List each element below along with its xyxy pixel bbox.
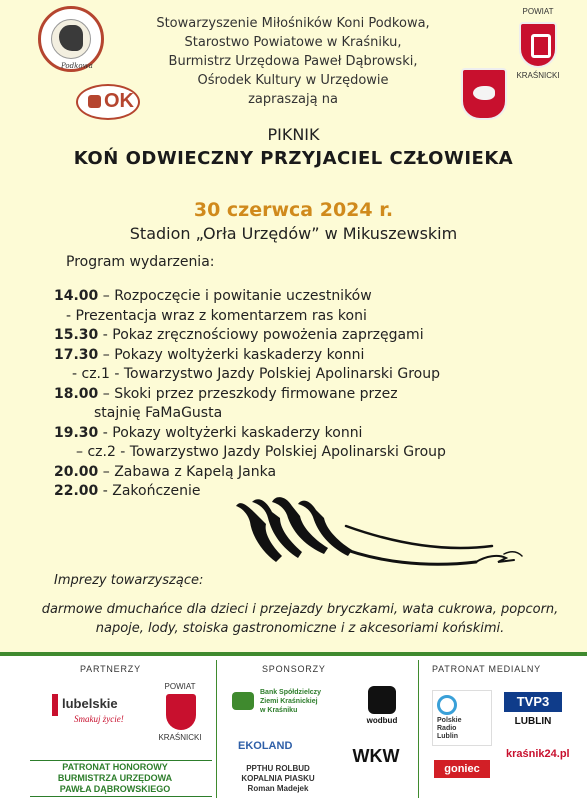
organizer-line: zapraszają na: [248, 92, 338, 107]
lubelskie-slogan: Smakuj życie!: [74, 714, 124, 724]
program-item: [54, 385, 574, 405]
program-text: - Prezentacja wraz z komentarzem ras koni: [66, 307, 367, 324]
wodbud-logo: [362, 686, 402, 730]
event-kicker: PIKNIK: [267, 125, 320, 144]
program-item: [54, 443, 574, 463]
patronat-line: BURMISTRZA URZĘDOWA: [57, 773, 173, 783]
program-time: 18.00: [54, 385, 99, 402]
crest-top-label: POWIAT: [522, 7, 554, 16]
organizer-line: Burmistrz Urzędowa Paweł Dąbrowski,: [168, 54, 418, 69]
bank-line: Bank Spółdzielczy: [260, 689, 322, 696]
powiat-crest-icon: [519, 22, 557, 68]
bank-icon: [232, 692, 254, 710]
event-venue: Stadion „Orła Urzędów” w Mikuszewskim: [129, 224, 458, 243]
program-text: – Pokazy woltyżerki kaskaderzy konni: [98, 346, 365, 363]
seal-caption: Podkowa: [61, 62, 93, 70]
lion-crest-icon: [461, 68, 507, 120]
partner-crest-icon: [166, 694, 196, 730]
organizer-line: Ośrodek Kultury w Urzędowie: [197, 73, 389, 88]
radio-icon: [437, 695, 457, 715]
goniec-logo: goniec: [434, 760, 490, 778]
patronat-line-top: [30, 760, 212, 761]
wkw-logo: [346, 746, 406, 786]
partner-crest-top: POWIAT: [164, 682, 196, 691]
program-time: 22.00: [54, 483, 99, 499]
organizers-text: [128, 14, 458, 109]
program-item: [54, 424, 574, 444]
radio-line: Polskie: [437, 717, 462, 724]
tvp-text: TVP3: [504, 692, 562, 712]
event-title: KOŃ ODWIECZNY PRZYJACIEL CZŁOWIEKA: [73, 148, 514, 169]
partner-crest-bottom: KRAŚNICKI: [158, 733, 202, 742]
program-text: - Pokazy woltyżerki kaskaderzy konni: [98, 424, 363, 441]
patronat-line-bottom: [30, 796, 212, 797]
program-time: 15.30: [54, 327, 99, 343]
program-time: 19.30: [54, 424, 99, 441]
lubelskie-logo: [52, 694, 142, 728]
ok-logo-text: OK: [104, 90, 134, 112]
patronat-line: PATRONAT HONOROWY: [62, 762, 168, 772]
program-text: – Skoki przez przeszkody firmowane przez: [98, 385, 398, 402]
program-text: – Zabawa z Kapelą Janka: [98, 463, 277, 480]
lubelskie-text: lubelskie: [62, 696, 118, 711]
event-date: 30 czerwca 2024 r.: [193, 199, 394, 221]
program-item: [54, 463, 574, 483]
wodbud-icon: [368, 686, 396, 714]
lubelskie-mark: [52, 694, 58, 716]
patronat-honorowy: [40, 762, 190, 795]
media-heading: PATRONAT MEDIALNY: [432, 664, 541, 674]
partners-heading: PARTNERZY: [80, 664, 141, 674]
rolbud-line: PPTHU ROLBUD: [246, 764, 310, 773]
program-text: stajnię FaMaGusta: [94, 405, 223, 421]
tvp3-logo: [504, 692, 562, 732]
horses-drawing-icon: [236, 496, 526, 576]
tvp-city: LUBLIN: [514, 716, 552, 727]
podkowa-seal-logo: [38, 6, 104, 72]
extras-text: darmowe dmuchańce dla dzieci i przejazdy bryczkami, wata cukrowa, popcorn, napoje, lody, stoiska gastronomiczne i z akcesoriami końskimi.: [41, 602, 559, 636]
program-item: [54, 307, 574, 327]
ok-logo-mark: [88, 95, 101, 108]
program-time: 14.00: [54, 288, 99, 304]
program-item: [54, 404, 574, 424]
program-item: [54, 287, 574, 307]
radio-line: Radio: [437, 725, 457, 732]
ekoland-logo: EKOLAND: [238, 740, 293, 752]
footer: [0, 656, 587, 800]
column-separator: [216, 660, 217, 798]
program-item: [54, 346, 574, 366]
program-item: [54, 326, 574, 346]
program-text: – cz.2 - Towarzystwo Jazdy Polskiej Apolinarski Group: [76, 444, 446, 460]
program-text: - cz.1 - Towarzystwo Jazdy Polskiej Apolinarski Group: [72, 366, 440, 382]
rolbud-line: KOPALNIA PIASKU: [241, 774, 315, 783]
program-text: – Rozpoczęcie i powitanie uczestników: [98, 288, 372, 304]
bank-line: w Kraśniku: [260, 707, 298, 714]
crest-bottom-label: KRAŚNICKI: [516, 71, 560, 80]
patronat-line: PAWŁA DĄBROWSKIEGO: [59, 784, 171, 794]
column-separator: [418, 660, 419, 798]
organizer-line: Stowarzyszenie Miłośników Koni Podkowa,: [156, 16, 430, 31]
program-item: [54, 365, 574, 385]
wkw-text: WKW: [352, 746, 400, 766]
radio-text: [437, 717, 462, 741]
program-title: Program wydarzenia:: [66, 254, 215, 270]
extras-title: Imprezy towarzyszące:: [54, 573, 204, 588]
sponsors-heading: SPONSORZY: [262, 664, 326, 674]
organizer-line: Starostwo Powiatowe w Kraśniku,: [184, 35, 402, 50]
program-time: 20.00: [54, 463, 99, 480]
radio-line: Lublin: [437, 733, 458, 740]
bank-text: [260, 688, 321, 715]
horse-head-icon: [59, 25, 83, 51]
krasnik24-logo: kraśnik24.pl: [506, 748, 570, 760]
polskie-radio-logo: [432, 690, 492, 746]
bank-logo: [232, 688, 342, 720]
rolbud-logo: [228, 764, 328, 794]
program-time: 17.30: [54, 346, 99, 363]
wodbud-text: wodbud: [366, 716, 398, 725]
program-text: - Pokaz zręcznościowy powożenia zaprzęgami: [98, 327, 424, 343]
rolbud-line: Roman Madejek: [247, 784, 309, 793]
program-list: [54, 287, 574, 502]
bank-line: Ziemi Kraśnickiej: [260, 698, 318, 705]
program-text: - Zakończenie: [98, 483, 201, 499]
